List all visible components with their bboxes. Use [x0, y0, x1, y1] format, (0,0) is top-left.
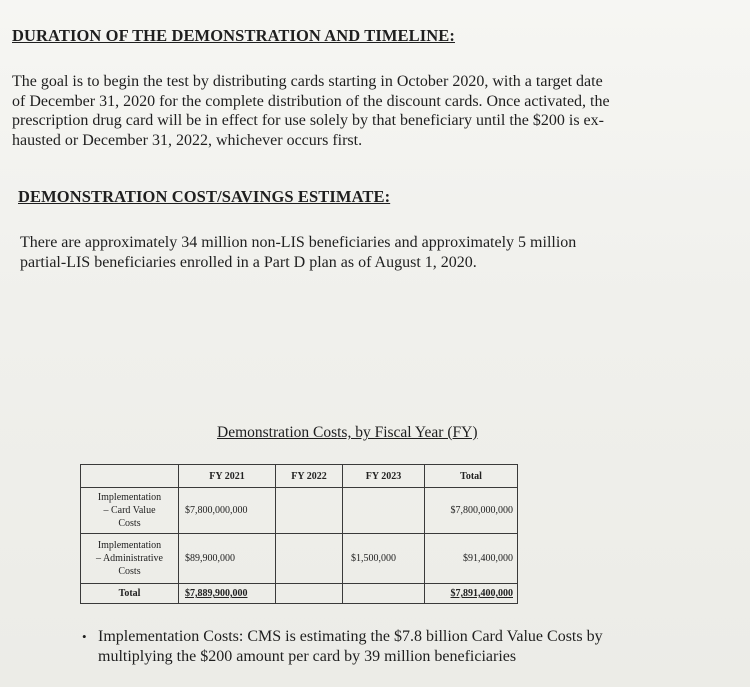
bullet-marker: • [82, 629, 87, 644]
row-label [81, 584, 179, 604]
table-row [81, 488, 518, 534]
table-cell: $7,891,400,000 [425, 584, 518, 604]
row-label-line: Implementation [97, 540, 162, 551]
bullet-text-line: Implementation Costs: CMS is estimating the $7.8 billion Card Value Costs by [98, 628, 603, 645]
header-cell: FY 2023 [343, 465, 425, 488]
table-cell: $1,500,000 [343, 534, 425, 584]
header-cell: FY 2022 [276, 465, 343, 488]
table-row [81, 534, 518, 584]
header-cell [81, 465, 179, 488]
table-title: Demonstration Costs, by Fiscal Year (FY) [217, 424, 478, 441]
timeline-paragraph [12, 72, 610, 150]
table-cell: $89,900,000 [179, 534, 276, 584]
paragraph-line: prescription drug card will be in effect for use solely by that beneficiary until the $200 is ex- [12, 112, 604, 129]
paragraph-line: The goal is to begin the test by distributing cards starting in October 2020, with a target date [12, 73, 603, 90]
table-cell [276, 488, 343, 534]
row-label-line: Costs [118, 566, 141, 577]
table-cell [343, 584, 425, 604]
row-label-line: Total [118, 588, 141, 599]
header-cell: Total [425, 465, 518, 488]
row-label-line: – Card Value [103, 505, 156, 516]
table-row-total [81, 584, 518, 604]
bullet-text-line: multiplying the $200 amount per card by 39 million beneficiaries [98, 648, 517, 665]
table-cell [276, 534, 343, 584]
paragraph-line: of December 31, 2020 for the complete distribution of the discount cards. Once activated, the [12, 92, 610, 110]
row-label-line: – Administrative [96, 553, 163, 564]
table-cell [276, 584, 343, 604]
paragraph-line: partial-LIS beneficiaries enrolled in a Part D plan as of August 1, 2020. [20, 253, 477, 271]
cost-estimate-heading: DEMONSTRATION COST/SAVINGS ESTIMATE: [18, 187, 391, 206]
row-label [81, 534, 179, 584]
bullet-item [82, 627, 603, 667]
cost-estimate-paragraph [20, 233, 576, 272]
row-label-line: Implementation [97, 492, 162, 503]
timeline-heading: DURATION OF THE DEMONSTRATION AND TIMELINE: [12, 26, 455, 45]
table-cell [343, 488, 425, 534]
table-cell: $7,800,000,000 [179, 488, 276, 534]
table-cell: $7,889,900,000 [179, 584, 276, 604]
bullet-text [98, 627, 603, 667]
table-cell: $91,400,000 [425, 534, 518, 584]
costs-table [80, 464, 518, 604]
paragraph-line: hausted or December 31, 2022, whichever occurs first. [12, 131, 363, 149]
row-label-line: Costs [118, 518, 141, 529]
row-label [81, 488, 179, 534]
header-cell: FY 2021 [179, 465, 276, 488]
table-header-row [81, 465, 518, 488]
paragraph-line: There are approximately 34 million non-LIS beneficiaries and approximately 5 million [20, 234, 577, 251]
table-cell: $7,800,000,000 [425, 488, 518, 534]
